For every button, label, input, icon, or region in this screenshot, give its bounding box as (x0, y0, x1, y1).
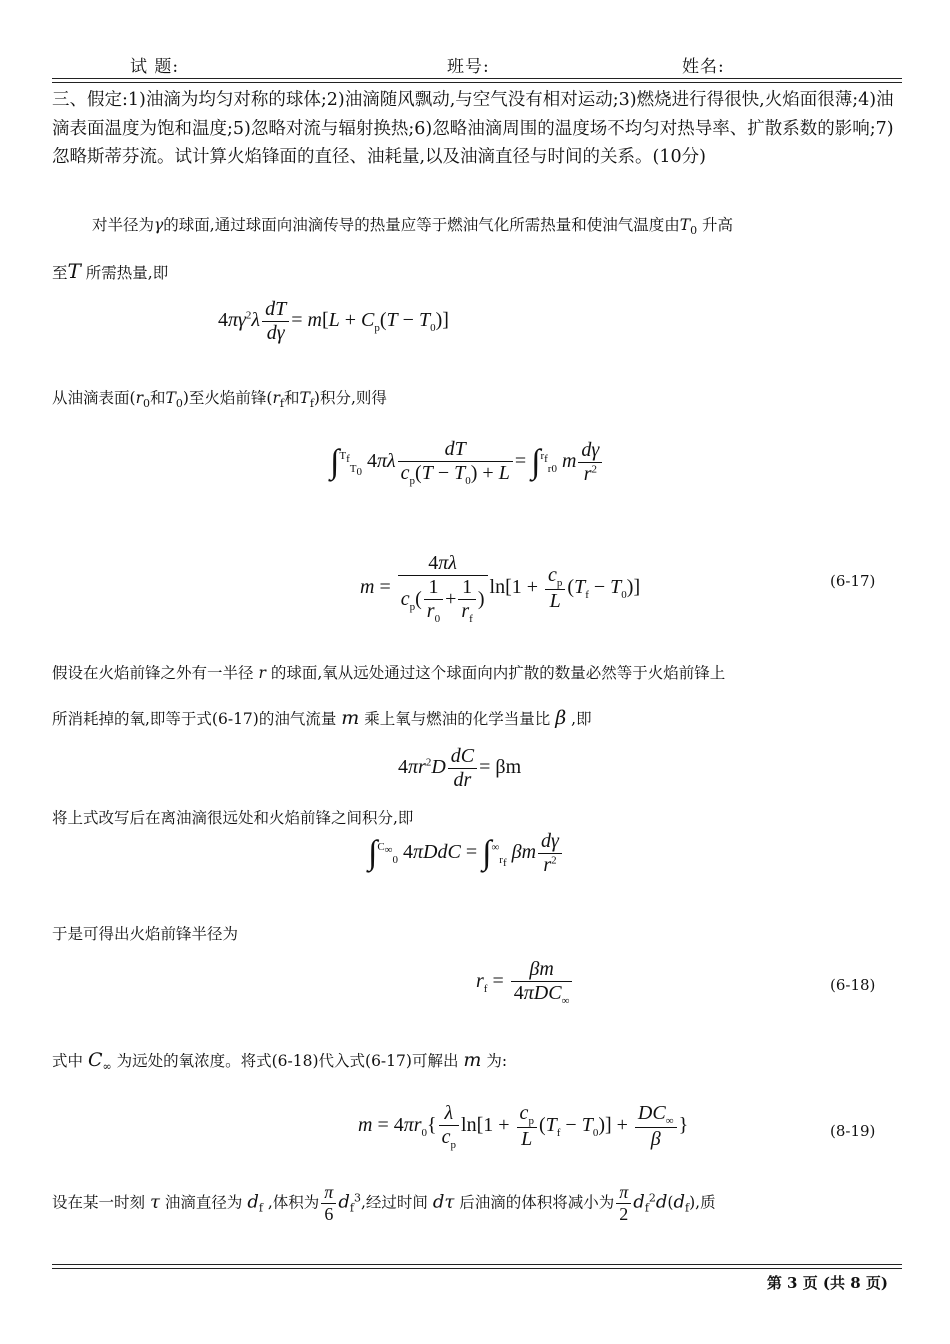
equation-6-17: m = 4πλ $c_p$( $\frac{1}{r_0}$ + $\frac{1}{r_f}$ ) ln[1 + $\frac{c_p}{L}$ $(T_f - T_0)$] (360, 552, 641, 625)
equation-8-19: $m = 4\pi r_0${ $\frac{\lambda}{c_p}$ ln[1 + $\frac{c_p}{L}$ $(T_f - T_0)$] + $\frac{DC_\infty}{\beta}$ } (358, 1102, 689, 1151)
equation-number-6-18: (6-18) (830, 976, 876, 994)
equation-integral-oxygen: ∫$^{C_\infty}_0$ $4\pi DdC = \int^\infty_{r_f}$ βm $\frac{d\gamma}{r^2}$ (368, 830, 564, 877)
solution-paragraph-1-cont: 至T 所需热量,即 (52, 259, 169, 283)
footer-rule-top (52, 1264, 902, 1265)
equation-oxygen-diffusion: $4\pi r^2D$ $\frac{dC}{dr}$ = βm (398, 745, 522, 791)
page-number: 第 3 页 (共 8 页) (766, 1274, 888, 1292)
equation-integral-heat: ∫$^{T_f}_{T_0}$ 4πλ $\frac{dT}{c_p(T - T_0) + L}$ = ∫$^{r_f}_{r0}$ m $\frac{d\gamma}{r^2}$ (330, 438, 604, 487)
header-rule-bottom (52, 82, 902, 83)
solution-paragraph-1: 对半径为γ的球面,通过球面向油滴传导的热量应等于燃油气化所需热量和使油气温度由$T_0$ 升高 (92, 216, 734, 238)
footer-rule-bottom (52, 1268, 902, 1269)
student-name-label: 姓名: (682, 57, 725, 77)
class-number-label: 班号: (447, 57, 490, 77)
solution-paragraph-4: 将上式改写后在离油滴很远处和火焰前锋之间积分,即 (52, 809, 414, 827)
solution-paragraph-3: 假设在火焰前锋之外有一半径 r 的球面,氧从远处通过这个球面向内扩散的数量必然等于火焰前锋上 (52, 664, 726, 682)
question-text: 三、假定:1)油滴为均匀对称的球体;2)油滴随风飘动,与空气没有相对运动;3)燃烧进行得很快,火焰面很薄;4)油滴表面温度为饱和温度;5)忽略对流与辐射换热;6)忽略油滴周围的温度场不均匀对热导率、扩散系数的影响;7)忽略斯蒂芬流。试计算火焰锋面的直径、油耗量,以及油滴直径与时间的关系。(10分) (52, 90, 894, 167)
exam-title-label: 试 题: (130, 57, 180, 77)
equation-number-6-17: (6-17) (830, 572, 876, 590)
header-rule-top (52, 78, 902, 79)
solution-paragraph-5: 于是可得出火焰前锋半径为 (52, 925, 239, 943)
equation-6-18: $r_f$ = $\frac{\beta m}{4\pi DC_\infty}$ (476, 958, 574, 1007)
solution-paragraph-6: 式中 $C_\infty$ 为远处的氧浓度。将式(6-18)代入式(6-17)可解出 m 为: (52, 1049, 508, 1074)
equation-number-8-19: (8-19) (830, 1122, 876, 1140)
solution-paragraph-7: 设在某一时刻 τ 油滴直径为 $d_f$ ,体积为 $\frac{\pi}{6}$ $d_f^3$,经过时间 dτ 后油滴的体积将减小为 $\frac{\pi}{2}$ $d_f^2d(d_f)$,质 (52, 1182, 716, 1224)
solution-paragraph-3-cont: 所消耗掉的氧,即等于式(6-17)的油气流量 m 乘上氧与燃油的化学当量比 β ,即 (52, 707, 592, 729)
solution-paragraph-2: 从油滴表面($r_0$和$T_0$)至火焰前锋($r_f$和$T_f$)积分,则得 (52, 389, 387, 411)
equation-heat-balance: $4\pi\gamma^2\lambda$ $\frac{dT}{d\gamma}$ = $m[L + C_p(T - T_0)]$ (218, 298, 449, 344)
